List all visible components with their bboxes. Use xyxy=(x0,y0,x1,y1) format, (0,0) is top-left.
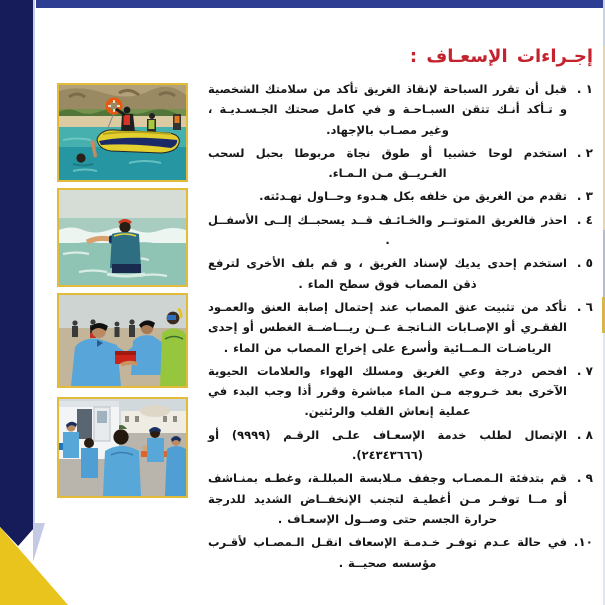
step-number: ٢ . xyxy=(576,145,593,160)
beach-first-aid-scene xyxy=(59,295,186,386)
step-number: ٥ . xyxy=(576,256,593,271)
spine-highlight-line xyxy=(33,0,35,524)
step-number: ٤ . xyxy=(576,212,593,227)
step-number: ١٠. xyxy=(573,535,593,550)
step-text: قبل أن تقرر السباحة لإنقاذ الغريق تأكد من سلامتك الشخصية و تـأكد أنـك تتقن السبـاحـة و في كامل صحتك الجـسـديـة ، وغير مصـاب بالإجهاد. xyxy=(208,82,567,137)
step-text: قم بتدفئة الـمصـاب وجفف مـلابسة المبللـة، وغطـه بمنـاشف أو مــا توفـر مـن أغطيـة لتجنب الإنخفــاض الشديد للدرجة حرارة الجسم حتى وصــول الإسعـاف . xyxy=(208,471,567,526)
top-bar xyxy=(36,0,605,8)
step-item-5 xyxy=(208,253,593,294)
step-item-10 xyxy=(208,532,593,573)
step-number: ٧ . xyxy=(576,363,593,378)
step-item-1 xyxy=(208,79,593,140)
step-item-8 xyxy=(208,425,593,466)
step-item-2 xyxy=(208,143,593,184)
step-item-6 xyxy=(208,297,593,358)
step-text: استخدم لوحا خشبيا أو طوق نجاة مربوطا بحبل لسحب الغـريــق مـن الـمـاء. xyxy=(208,145,567,181)
photo-rescue-boat-throwing-life-ring xyxy=(57,83,188,182)
step-number: ٨ . xyxy=(576,427,593,442)
step-text: الإتصال لطلب خدمة الإسعـاف علـى الرقـم (٩٩٩٩) أو (٢٤٣٤٣٦٦٦). xyxy=(208,427,567,463)
step-item-9 xyxy=(208,468,593,529)
photo-rescuer-carrying-victim-from-sea xyxy=(57,188,188,287)
step-text: في حالة عـدم توفـر خـدمـة الإسعاف انقـل الـمصـاب لأقـرب مؤسسه صحيــة . xyxy=(208,535,567,570)
photo-loading-victim-into-ambulance xyxy=(57,397,188,498)
step-item-7 xyxy=(208,361,593,422)
step-text: تأكد من تثبيت عنق المصاب عند إحتمال إصابة العنق والعمـود الفقـري أو الإصـابات النـاتجـة عــن ريـــاضــة الغطس أو إحدى الرياضـات الـمــائية وأسرع على إخراج المصاب من الماء . xyxy=(208,299,567,355)
step-text: افحص درجة وعي الغريق ومسلك الهواء والعلامات الحيوية الآخرى بعد خـروجه مـن الماء مباشرة وقرر أذا وجب البدء في عملية إنعاش القلب والرئتين. xyxy=(208,363,567,419)
rescue-boat-scene xyxy=(59,85,186,180)
lavender-triangle xyxy=(33,523,45,562)
step-number: ١ . xyxy=(576,82,593,96)
ambulance-loading-scene xyxy=(59,399,186,496)
step-item-3 xyxy=(208,186,593,206)
step-number: ٩ . xyxy=(576,471,593,486)
content-column xyxy=(208,46,593,576)
step-item-4 xyxy=(208,210,593,251)
photo-paramedics-first-aid-on-beach xyxy=(57,293,188,388)
step-text: احذر فالغريق المتوتــر والخـائـف قــد يسحبــك إلــى الأسفــل . xyxy=(208,212,567,248)
carry-victim-scene xyxy=(59,190,186,285)
page-title: إجـراءات الإسعـاف : xyxy=(409,46,593,67)
step-number: ٦ . xyxy=(576,299,593,314)
spine-bar xyxy=(0,0,33,546)
step-text: استخدم إحدى يديك لإسناد الغريق ، و قم بلف الأخرى لترفع ذقن المصاب فوق سطح الماء . xyxy=(208,256,567,291)
step-number: ٣ . xyxy=(576,189,593,204)
first-aid-steps-list xyxy=(208,79,593,573)
step-text: تقدم من الغريق من خلفه بكل هـدوء وحــاول تهـدئته. xyxy=(259,189,567,204)
